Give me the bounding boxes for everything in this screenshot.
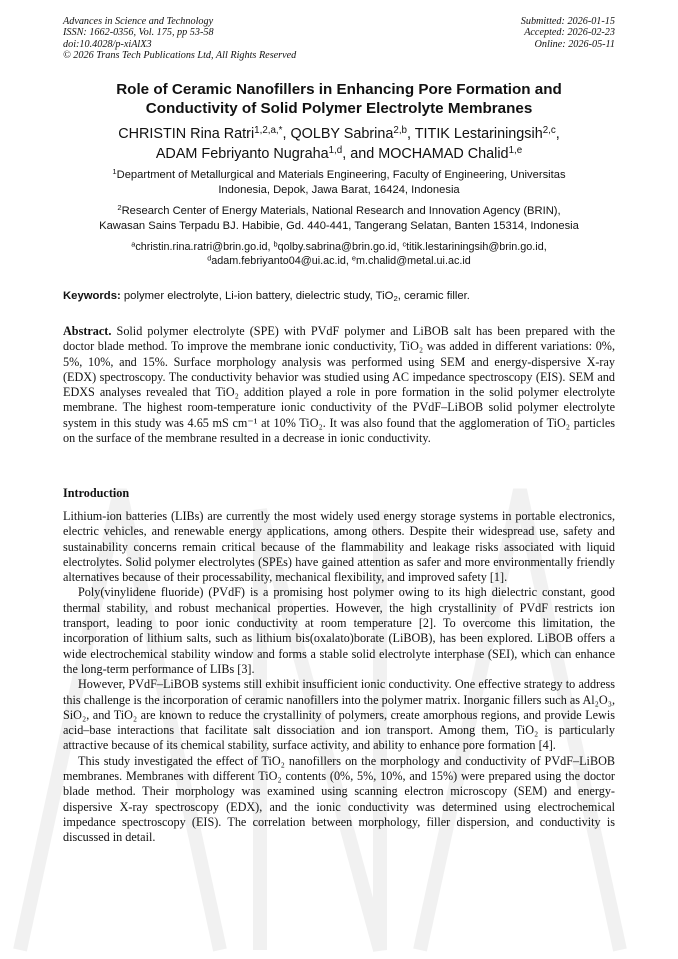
journal-info [63, 16, 296, 61]
author-list [40, 124, 638, 164]
paragraph: Lithium-ion batteries (LIBs) are currently the most widely used energy storage systems in portable electronics, electric vehicles, and renewable energy applications, among others. Despite their widespread use, safety and sustainability concerns remain critical because of the flammability and leakage risks associated with liquid electrolytes. Solid polymer electrolytes (SPEs) have gained attention as safer and more environmentally friendly alternatives because of their processability, mechanical flexibility, and improved safety [1]. [63, 509, 615, 585]
paper-title [40, 80, 638, 118]
email-mark: a [131, 239, 136, 249]
affiliation-text: Research Center of Energy Materials, National Research and Innovation Agency (BRIN), [121, 205, 561, 217]
affiliation-text: Kawasan Sains Terpadu BJ. Habibie, Gd. 440-441, Tangerang Selatan, Banten 15314, Indonesia [99, 219, 579, 232]
submitted-date: Submitted: 2026-01-15 [520, 16, 615, 27]
email-address: adam.febriyanto04@ui.ac.id [211, 255, 346, 267]
email-address: christin.rina.ratri@brin.go.id [135, 241, 268, 253]
email-address: titik.lestariningsih@brin.go.id [406, 241, 544, 253]
author-affil-mark: 1,e [508, 145, 523, 157]
author-separator: , [282, 126, 291, 142]
keywords-label: Keywords: [63, 290, 121, 302]
journal-name: Advances in Science and Technology [63, 16, 214, 27]
title-line: Conductivity of Solid Polymer Electrolyte Membranes [145, 100, 533, 117]
email-separator: , [543, 241, 547, 253]
email-address: qolby.sabrina@brin.go.id [277, 241, 397, 253]
keywords-line [63, 289, 623, 303]
email-separator: , [345, 255, 352, 267]
email-mark: c [402, 239, 407, 249]
section-heading: Introduction [63, 486, 130, 500]
author-name: TITIK Lestariningsih [414, 126, 543, 142]
email-mark: e [351, 253, 356, 263]
paragraph: However, PVdF–LiBOB systems still exhibit insufficient ionic conductivity. One effective strategy to address this challenge is the incorporation of ceramic nanofillers into the polymer matrix. Inorganic fillers such as Al₂O₃, SiO₂, and TiO₂ are known to reduce the crystallinity of polymers, create amorphous regions, and provide Lewis acid–base interactions that facilitate salt dissociation and ion transport. Among them, TiO₂ is particularly attractive because of its chemical stability, surface activity, and ability to enhance pore formation [4]. [63, 677, 615, 753]
author-emails [56, 240, 622, 268]
keywords-text: , ceramic filler. [397, 290, 470, 302]
doi-line: doi:10.4028/p-xiAlX3 [63, 38, 152, 50]
author-separator: , [555, 126, 560, 142]
author-separator: , and [342, 146, 379, 162]
abstract-text: Solid polymer electrolyte (SPE) with PVdF polymer and LiBOB salt has been prepared with the doctor blade method. To improve the membrane ionic conductivity, TiO₂ was added in different variations: 0%, 5%, 10%, and 15%. Surface morphology analysis was performed using SEM and energy-dispersive X-ray (EDX) spectroscopy. The conductivity behavior was studied using AC impedance spectroscopy (EIS). SEM and EDXS analyses revealed that TiO₂ addition played a role in pore formation in the solid polymer electrolyte membrane. The highest room-temperature ionic conductivity of the PVdF–LiBOB solid polymer electrolyte system in this study was 4.65 mS cm⁻¹ at 10% TiO₂. It was also found that the agglomeration of TiO₂ particles on the surface of the membrane resulted in a decrease in ionic conductivity. [63, 324, 615, 446]
affiliation-1 [56, 168, 622, 197]
introduction-body [63, 509, 615, 846]
email-mark: d [207, 253, 212, 263]
keywords-text: polymer electrolyte, Li-ion battery, dielectric study, TiO [120, 290, 394, 302]
author-name: CHRISTIN Rina Ratri [118, 126, 255, 142]
copyright-line: © 2026 Trans Tech Publications Ltd, All Rights Reserved [63, 49, 297, 61]
affiliation-text: Indonesia, Depok, Jawa Barat, 16424, Indonesia [218, 183, 460, 196]
abstract [63, 324, 615, 446]
affiliation-2 [56, 204, 622, 233]
email-separator: , [267, 241, 274, 253]
accepted-date: Accepted: 2026-02-23 [524, 27, 615, 39]
issn-line: ISSN: 1662-0356, Vol. 175, pp 53-58 [63, 27, 214, 39]
online-date: Online: 2026-05-11 [534, 38, 615, 50]
author-affil-mark: 2,c [542, 125, 556, 137]
author-name: MOCHAMAD Chalid [378, 146, 509, 162]
affiliation-mark: 2 [117, 203, 122, 213]
author-affil-mark: 2,b [393, 125, 407, 137]
email-address: m.chalid@metal.ui.ac.id [355, 255, 471, 267]
affiliation-mark: 1 [112, 167, 117, 177]
title-line: Role of Ceramic Nanofillers in Enhancing Pore Formation and [116, 81, 562, 98]
paragraph: This study investigated the effect of TiO₂ nanofillers on the morphology and conductivity of PVdF–LiBOB membranes. Membranes with different TiO₂ contents (0%, 5%, 10%, and 15%) were prepared using the doctor blade method. Their morphology was examined using scanning electron microscopy (SEM) and energy-dispersive X-ray spectroscopy (EDX), and the ionic conductivity was determined using electrochemical impedance spectroscopy (EIS). The correlation between morphology, filler dispersion, and conductivity is discussed in detail. [63, 753, 615, 845]
publication-dates [521, 16, 615, 50]
keywords-subscript: 2 [393, 293, 398, 303]
author-affil-mark: 1,d [328, 145, 343, 157]
email-separator: , [396, 241, 403, 253]
author-name: ADAM Febriyanto Nugraha [155, 146, 329, 162]
author-name: QOLBY Sabrina [290, 126, 394, 142]
abstract-label: Abstract. [63, 324, 112, 338]
affiliation-text: Department of Metallurgical and Materials Engineering, Faculty of Engineering, Universitas [116, 169, 566, 181]
paragraph: Poly(vinylidene fluoride) (PVdF) is a promising host polymer owing to its high dielectric constant, good thermal stability, and robust mechanical properties. However, the high crystallinity of PVdF restricts ion transport, leading to poor ionic conductivity at room temperature [2]. To overcome this limitation, the incorporation of lithium salts, such as lithium bis(oxalato)borate (LiBOB), has been explored. LiBOB offers a wide electrochemical stability window and forms a stable solid electrolyte interphase (SEI), which can enhance the long-term performance of LIBs [3]. [63, 585, 615, 676]
author-affil-mark: 1,2,a,* [254, 125, 283, 137]
email-mark: b [273, 239, 278, 249]
author-separator: , [406, 126, 415, 142]
